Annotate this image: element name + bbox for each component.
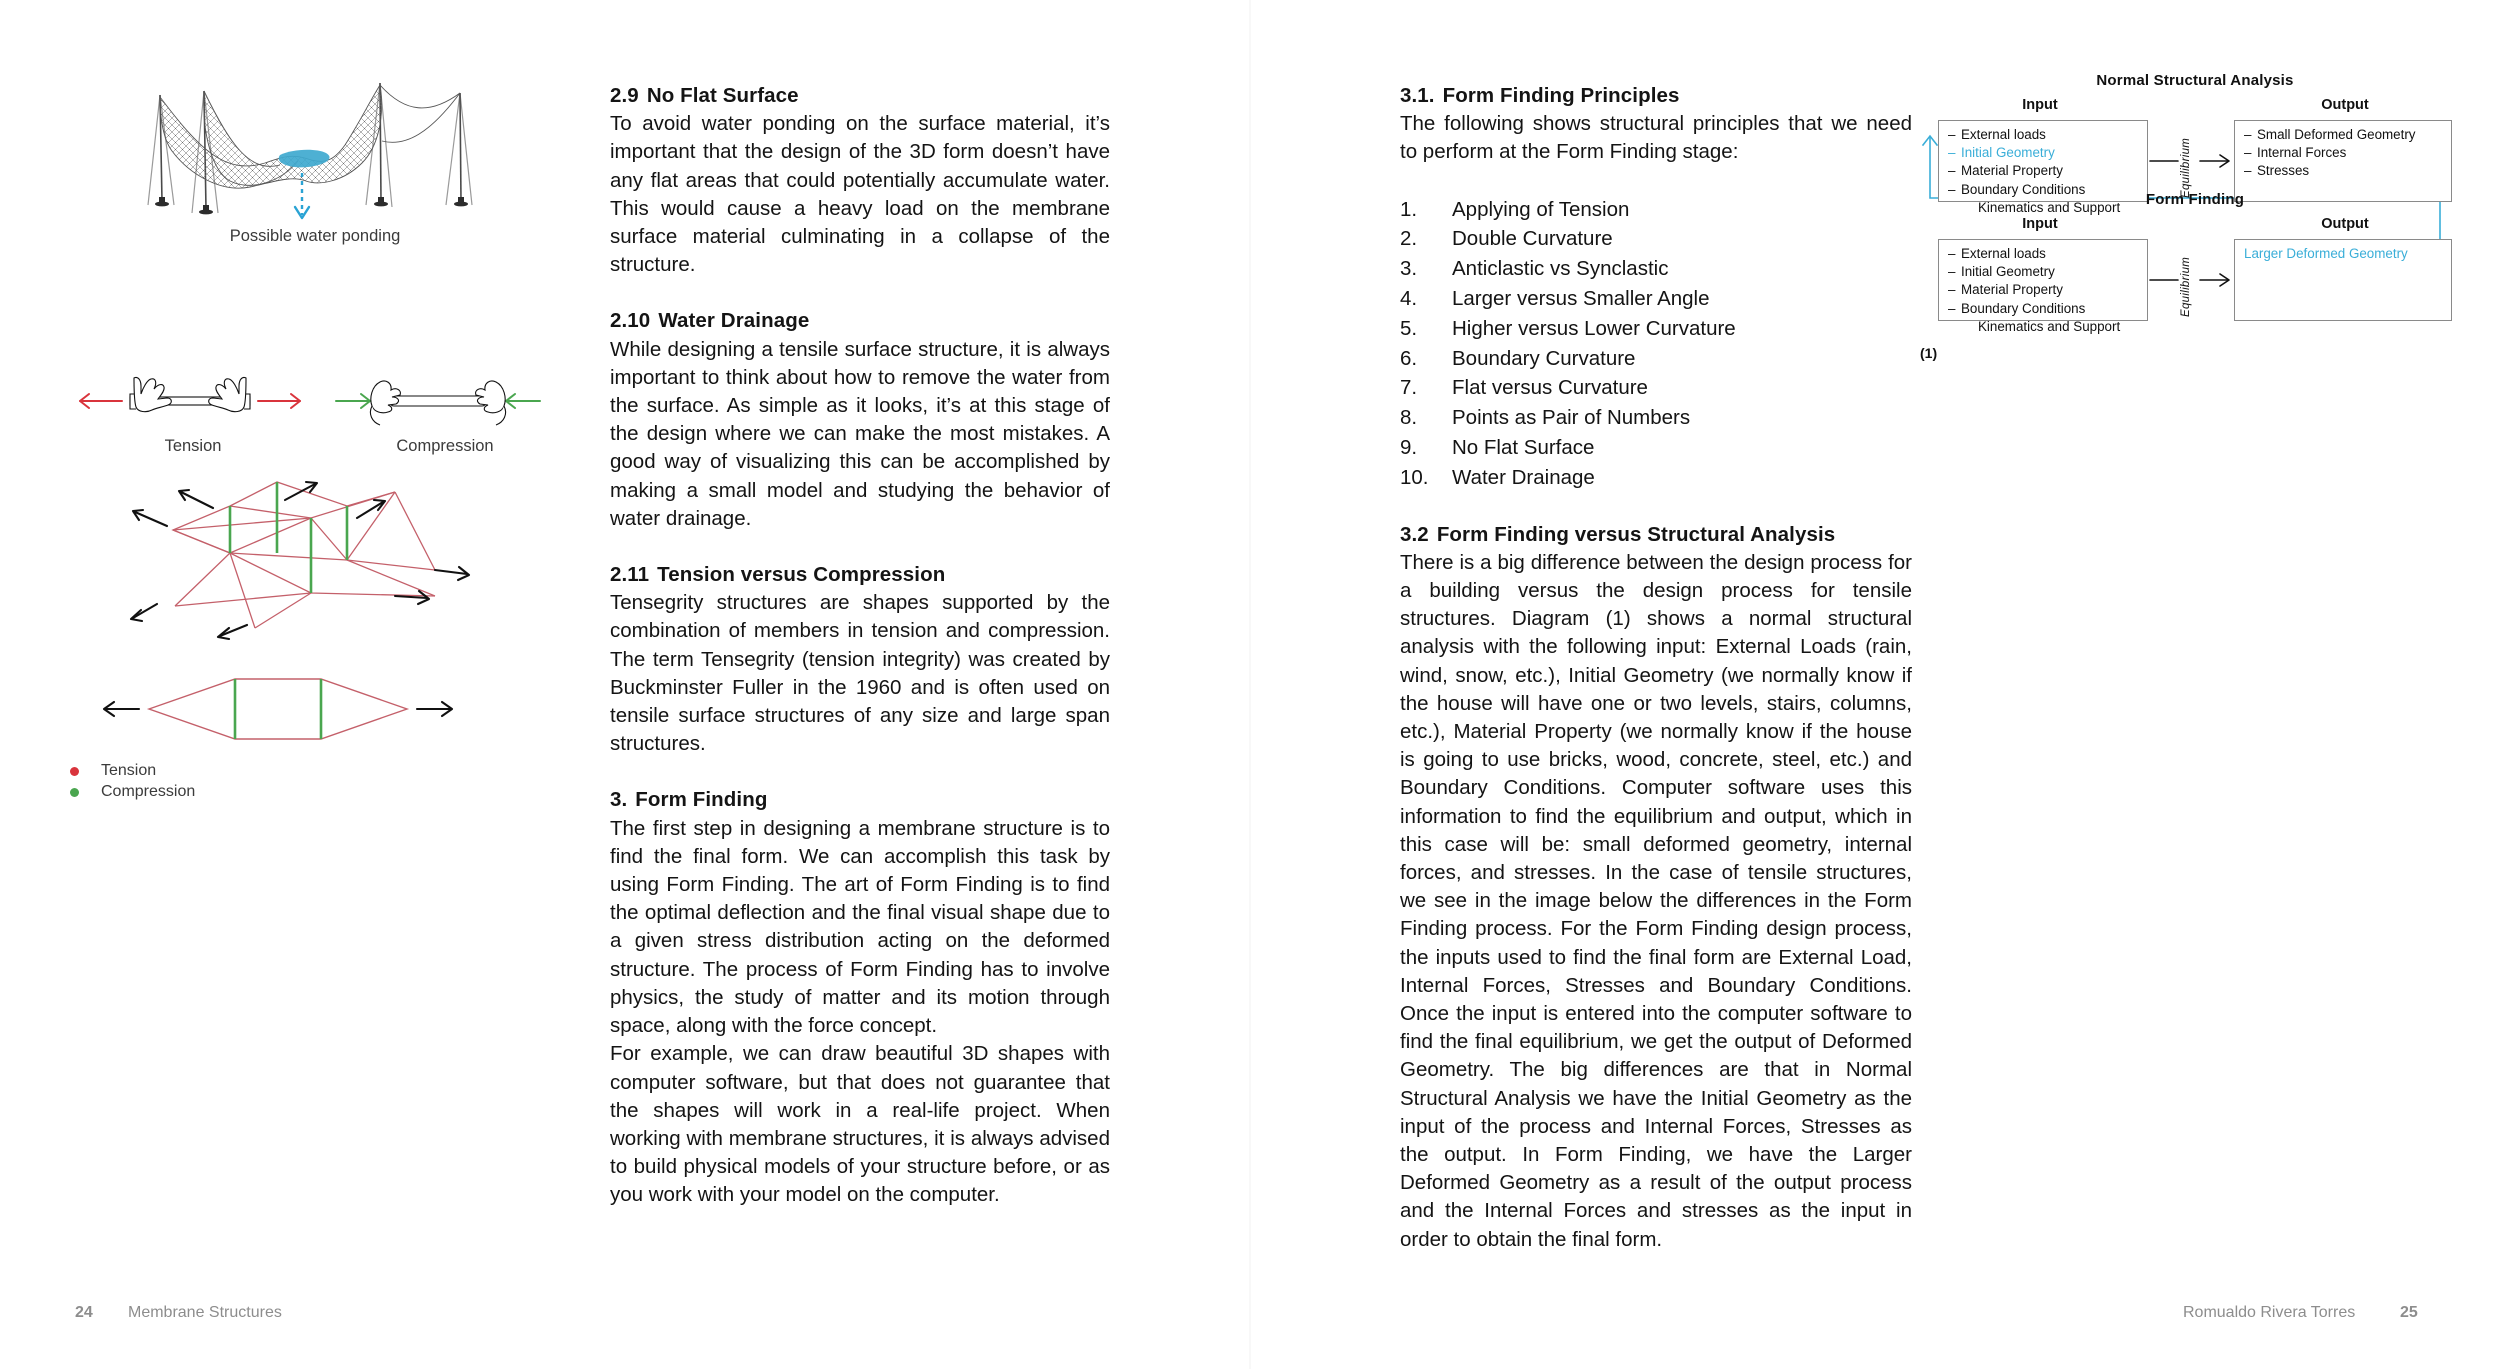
section-number-3-1: 3.1. xyxy=(1400,84,1435,107)
footer-left-label: Membrane Structures xyxy=(128,1304,282,1321)
section-number-3-2: 3.2 xyxy=(1400,522,1429,546)
right-page-text-column xyxy=(1400,82,1912,1254)
section-heading-3-1 xyxy=(1400,82,1912,110)
spacer xyxy=(610,533,1110,561)
list-item xyxy=(1400,403,1912,433)
list-item-index: 8. xyxy=(1400,406,1418,430)
list-item-label: Applying of Tension xyxy=(1452,197,1630,221)
list-item-index: 4. xyxy=(1400,287,1418,310)
legend-item-tension xyxy=(70,762,195,780)
diagram-item xyxy=(1948,245,2120,263)
diagram-item-label: External loads xyxy=(1961,127,2046,142)
figure-caption-tension: Tension xyxy=(164,437,222,455)
diagram-block-2-input-items xyxy=(1948,245,2120,336)
diagram-item xyxy=(1948,300,2120,318)
diagram-item-label: Initial Geometry xyxy=(1961,145,2055,161)
diagram-figure-number: (1) xyxy=(1920,345,1938,361)
list-item-index: 1. xyxy=(1400,197,1418,221)
dash-icon: – xyxy=(2244,145,2252,161)
force-arrows xyxy=(131,482,469,639)
diagram-item xyxy=(2244,144,2416,162)
spacer xyxy=(1400,493,1912,521)
list-item xyxy=(1400,433,1912,463)
diagram-block-2-output-header: Output xyxy=(2321,216,2369,232)
diagram-block-2-output-items xyxy=(2244,245,2408,263)
diagram-item xyxy=(2244,162,2416,180)
diagram-item-label: Stresses xyxy=(2257,163,2310,179)
list-item-index: 5. xyxy=(1400,316,1418,340)
figure-water-ponding xyxy=(130,55,500,255)
list-item xyxy=(1400,344,1912,374)
list-item-label: Water Drainage xyxy=(1452,465,1595,489)
section-body-2-11: Tensegrity structures are shapes supported by the combination of members in tension and compression. The term Tensegrity (tension integrity) was created by Buckminster Fuller in the 1960 and is often used on tensile surface structures of any size and large span structures. xyxy=(610,591,1110,756)
legend-label-compression: Compression xyxy=(101,783,196,800)
list-item-label: No Flat Surface xyxy=(1452,435,1595,459)
dash-icon: – xyxy=(2244,163,2252,179)
legend-dot-compression xyxy=(70,788,79,797)
dash-icon: – xyxy=(1948,181,1956,197)
list-item xyxy=(1400,463,1912,493)
figure-tension-compression xyxy=(60,370,560,455)
tensegrity-flat-illustration xyxy=(95,670,525,748)
list-item xyxy=(1400,195,1912,225)
compression-arrow-left xyxy=(336,394,370,408)
diagram-block-2-equilibrium-label: Equilibrium xyxy=(2180,256,2192,317)
diagram-item-label: Boundary Conditions xyxy=(1961,300,2086,316)
list-item-label: Anticlastic vs Synclastic xyxy=(1452,257,1669,281)
diagram-item xyxy=(1948,126,2120,144)
legend-label-tension: Tension xyxy=(101,762,157,779)
section-number-2-10: 2.10 xyxy=(610,309,651,333)
list-item-index: 6. xyxy=(1400,346,1418,370)
list-item-index: 7. xyxy=(1400,376,1418,400)
spacer xyxy=(1400,167,1912,195)
list-item xyxy=(1400,373,1912,403)
tension-members xyxy=(173,482,435,628)
tensegrity-3d-illustration xyxy=(95,478,525,668)
section-title-2-11: Tension versus Compression xyxy=(657,563,946,587)
diagram-item-label: External loads xyxy=(1961,246,2046,261)
form-finding-diagram xyxy=(1920,72,2460,361)
section-title-2-10: Water Drainage xyxy=(658,309,810,333)
diagram-item-label: Material Property xyxy=(1961,282,2063,298)
list-item xyxy=(1400,224,1912,254)
section-heading-2-11 xyxy=(610,561,1110,589)
list-item xyxy=(1400,314,1912,344)
section-number-2-11: 2.11 xyxy=(610,563,650,587)
compression-arrow-right xyxy=(506,394,540,408)
section-heading-3-2 xyxy=(1400,521,1912,549)
figure-caption-water-ponding: Possible water ponding xyxy=(229,227,401,245)
diagram-block-1-output-header: Output xyxy=(2321,97,2369,113)
diagram-item-label: Small Deformed Geometry xyxy=(2257,127,2416,142)
diagram-block-2-input-header: Input xyxy=(2022,216,2058,232)
list-item-label: Higher versus Lower Curvature xyxy=(1452,316,1736,340)
tension-arrow-left xyxy=(80,394,122,408)
section-title-3: Form Finding xyxy=(635,788,768,812)
legend-item-compression xyxy=(70,783,195,801)
list-item-label: Boundary Curvature xyxy=(1452,346,1636,370)
dash-icon: – xyxy=(1948,282,1956,298)
diagram-block-1-input-header: Input xyxy=(2022,97,2058,113)
section-heading-2-10 xyxy=(610,307,1110,335)
list-item-label: Flat versus Curvature xyxy=(1452,376,1648,400)
diagram-item-label: Boundary Conditions xyxy=(1961,181,2086,197)
diagram-item xyxy=(1948,162,2120,180)
list-item-label: Double Curvature xyxy=(1452,227,1613,251)
list-item xyxy=(1400,284,1912,314)
diagram-item-label: Kinematics and Support xyxy=(1978,318,2121,334)
section-body-3-1: The following shows structural principles that we need to perform at the Form Finding stage: xyxy=(1400,112,1912,164)
form-finding-principles-list xyxy=(1400,195,1912,493)
diagram-block-2-title: Form Finding xyxy=(2145,191,2245,208)
section-body-2-9: To avoid water ponding on the surface material, it’s important that the design of the 3D form doesn’t have any flat areas that could potentially accumulate water. This would cause a heavy load on the membrane surface material culminating in a collapse of the structure. xyxy=(610,112,1110,277)
dash-icon: – xyxy=(1948,246,1956,261)
page-footer xyxy=(0,1249,2500,1369)
diagram-item-label: Material Property xyxy=(1961,163,2063,179)
dash-icon: – xyxy=(1948,264,1956,280)
figure-tensegrity-3d xyxy=(95,478,525,668)
section-title-3-1: Form Finding Principles xyxy=(1442,84,1680,107)
dash-icon: – xyxy=(1948,145,1956,161)
spacer xyxy=(610,758,1110,786)
list-item-index: 3. xyxy=(1400,257,1418,281)
list-item-index: 10. xyxy=(1400,465,1429,489)
dash-icon: – xyxy=(1948,127,1956,142)
list-item-index: 9. xyxy=(1400,435,1418,459)
section-body-2-10: While designing a tensile surface structure, it is always important to think about how to remove the water from the surface. As simple as it looks, it’s at this stage of the design where we can make the most mistakes. A good way of visualizing this can be accomplished by making a small model and studying the behavior of water drainage. xyxy=(610,337,1110,530)
diagram-item-label: Kinematics and Support xyxy=(1978,199,2121,215)
diagram-block-1-output-items xyxy=(2244,126,2416,181)
section-body-3-continued: For example, we can draw beautiful 3D shapes with computer software, but that does not guarantee that the shapes will work in a real-life project. When working with membrane structures, it is always advised to build physical models of your structure before, or as you work with your model on the computer. xyxy=(610,1042,1110,1207)
section-number-2-9: 2.9 xyxy=(610,84,639,107)
section-title-2-9: No Flat Surface xyxy=(646,84,799,107)
diagram-item-label: Larger Deformed Geometry xyxy=(2244,246,2408,261)
left-page-text-column xyxy=(610,82,1110,1210)
section-body-3-2: There is a big difference between the design process for a building versus the design process for tensile structures. Diagram (1) shows a normal structural analysis with the following input: External Loads (rain, wind, snow, etc.), Initial Geometry (we normally know if the house will have one or two levels, stairs, columns, etc.), Material Property (we normally know if the house is going to use bricks, wood, concrete, steel, etc.) and Boundary Conditions. Computer software uses this information to find the equilibrium and output, which in this case will be: small deformed geometry, internal forces, and stresses. In the case of tensile structures, we see in the image below the differences in the Form Finding process. For the Form Finding design process, the inputs used to find the final form are External Load, Internal Forces, Stresses and Boundary Conditions. Once the input is entered into the computer software to find the final equilibrium, we get the output of Deformed Geometry. The big differences are that in Normal Structural Analysis we have the Initial Geometry as the input of the process and Internal Forces, Stresses as the output. In Form Finding, we have the Larger Deformed Geometry as a result of the output process and the Internal Forces and stresses as the input in order to obtain the final form. xyxy=(1400,550,1912,1251)
section-title-3-2: Form Finding versus Structural Analysis xyxy=(1436,522,1836,546)
diagram-item xyxy=(1948,281,2120,299)
footer-left-page-number: 24 xyxy=(75,1304,93,1321)
spread-gutter xyxy=(1249,0,1251,1369)
tension-arrow-right xyxy=(258,394,300,408)
figure-tensegrity-flat xyxy=(95,670,525,750)
diagram-block-1-equilibrium-label: Equilibrium xyxy=(2180,137,2192,198)
section-number-3: 3. xyxy=(610,788,628,812)
diagram-item-label: Internal Forces xyxy=(2257,145,2347,161)
footer-right-label: Romualdo Rivera Torres xyxy=(2183,1304,2356,1321)
spacer xyxy=(610,279,1110,307)
dash-icon: – xyxy=(1948,163,1956,179)
legend-dot-tension xyxy=(70,767,79,776)
list-item-label: Larger versus Smaller Angle xyxy=(1452,287,1710,310)
diagram-item-label: Initial Geometry xyxy=(1961,264,2055,280)
section-heading-2-9 xyxy=(610,82,1110,110)
diagram-block-1-title: Normal Structural Analysis xyxy=(2096,72,2294,89)
diagram-item xyxy=(1948,263,2120,281)
footer-right-page-number: 25 xyxy=(2400,1304,2418,1321)
section-heading-3 xyxy=(610,786,1110,814)
tension-compression-illustration xyxy=(60,370,560,432)
section-body-3: The first step in designing a membrane structure is to find the final form. We can accomplish this task by using Form Finding. The art of Form Finding is to find the optimal deflection and the final visual shape due to a given stress distribution acting on the deformed structure. The process of Form Finding has to involve physics, the study of matter and its motion through space, along with the force concept. xyxy=(610,816,1110,1038)
membrane-canopy-illustration xyxy=(130,55,500,230)
diagram-item xyxy=(1948,318,2120,336)
diagram-item xyxy=(2244,126,2416,144)
diagram-item xyxy=(2244,245,2408,263)
dash-icon: – xyxy=(2244,127,2252,142)
figure-caption-compression: Compression xyxy=(396,437,494,455)
diagram-item xyxy=(1948,144,2120,162)
dash-icon: – xyxy=(1948,300,1956,316)
figure-legend xyxy=(70,762,195,804)
list-item-label: Points as Pair of Numbers xyxy=(1452,406,1691,430)
list-item-index: 2. xyxy=(1400,227,1418,251)
list-item xyxy=(1400,254,1912,284)
